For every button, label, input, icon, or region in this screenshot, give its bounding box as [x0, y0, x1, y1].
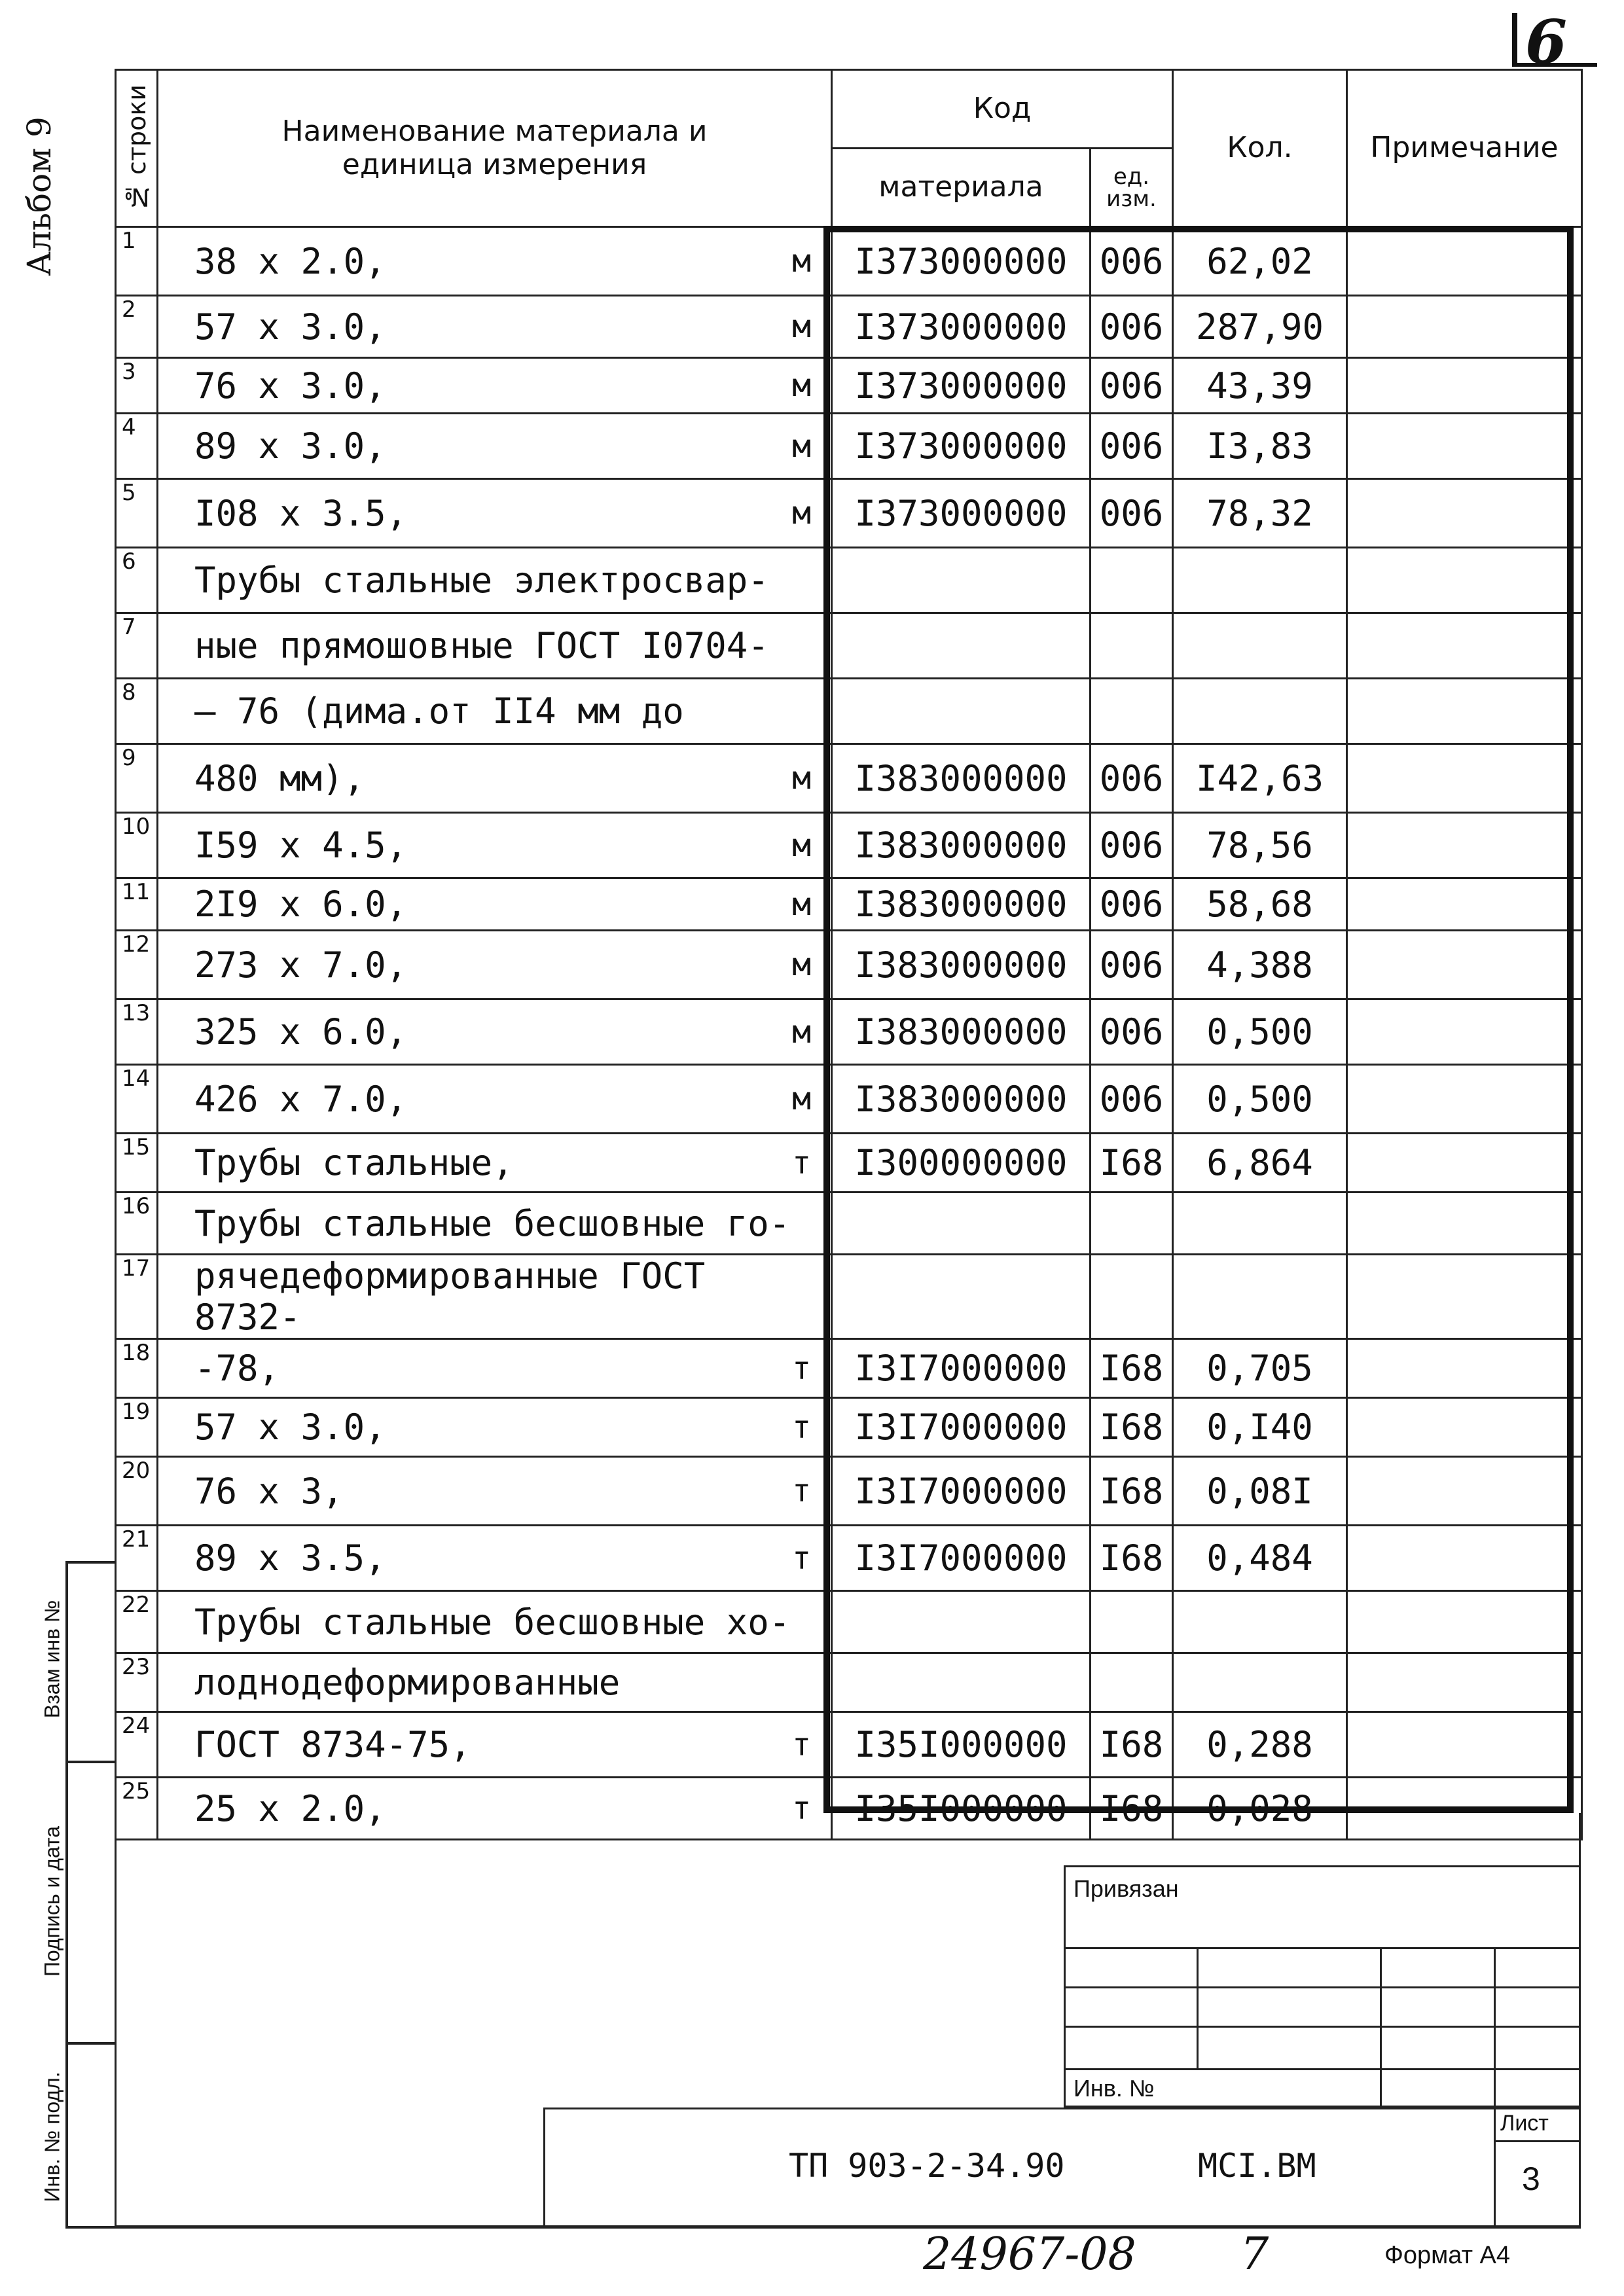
sheet-label: Лист	[1500, 2111, 1549, 2136]
unit-code	[1091, 1193, 1173, 1255]
unit-code	[1091, 613, 1173, 679]
material-name-text: 57 x 3.0,	[194, 306, 386, 348]
material-name-text: лоднодеформированные	[194, 1662, 621, 1703]
quantity: 0,I40	[1173, 1398, 1347, 1457]
row-number: 12	[116, 931, 158, 999]
unit-code: 006	[1091, 878, 1173, 931]
material-name	[158, 744, 832, 813]
row-number: 19	[116, 1398, 158, 1457]
unit-code	[1091, 548, 1173, 613]
material-name-text: рячедеформированные ГОСТ 8732-	[194, 1255, 706, 1338]
material-name	[158, 679, 832, 744]
material-code	[832, 1255, 1091, 1339]
note	[1347, 358, 1582, 414]
material-name-text: 89 x 3.0,	[194, 425, 386, 467]
privyazan-line	[1064, 1986, 1581, 1988]
unit-name: т	[792, 1408, 811, 1446]
unit-code: I68	[1091, 1457, 1173, 1526]
material-code: I3I7000000	[832, 1339, 1091, 1398]
note	[1347, 1398, 1582, 1457]
sheet-divider-h	[1494, 2140, 1581, 2142]
table-row	[116, 878, 1582, 931]
table-row	[116, 1193, 1582, 1255]
material-name	[158, 1526, 832, 1591]
row-number: 4	[116, 414, 158, 479]
header-code: Код	[832, 70, 1173, 149]
quantity: 78,32	[1173, 479, 1347, 548]
note	[1347, 479, 1582, 548]
row-number: 23	[116, 1653, 158, 1712]
material-name	[158, 414, 832, 479]
strip-divider	[65, 1761, 115, 1763]
material-name	[158, 227, 832, 296]
note	[1347, 1591, 1582, 1653]
unit-code: 006	[1091, 479, 1173, 548]
material-name-text: ные прямошовные ГОСТ I0704-	[194, 625, 769, 666]
privyazan-line	[1064, 2068, 1581, 2070]
material-code: I383000000	[832, 999, 1091, 1065]
table-row	[116, 999, 1582, 1065]
table-row	[116, 548, 1582, 613]
quantity	[1173, 1193, 1347, 1255]
header-code-unit: ед. изм.	[1091, 149, 1173, 227]
table-row	[116, 1339, 1582, 1398]
material-name-text: 57 x 3.0,	[194, 1407, 386, 1448]
unit-code: I68	[1091, 1526, 1173, 1591]
unit-name: м	[792, 1013, 811, 1050]
row-number: 2	[116, 296, 158, 358]
row-number: 9	[116, 744, 158, 813]
quantity: I42,63	[1173, 744, 1347, 813]
note	[1347, 1134, 1582, 1193]
material-code: I3I7000000	[832, 1398, 1091, 1457]
material-code	[832, 548, 1091, 613]
material-name	[158, 1193, 832, 1255]
quantity	[1173, 1653, 1347, 1712]
note	[1347, 1193, 1582, 1255]
strip-divider	[65, 2042, 115, 2045]
material-name	[158, 1712, 832, 1778]
table-row	[116, 1255, 1582, 1339]
note	[1347, 227, 1582, 296]
binding-strip	[65, 1561, 115, 2229]
unit-name: м	[792, 427, 811, 465]
material-name	[158, 1457, 832, 1526]
material-code	[832, 679, 1091, 744]
material-name	[158, 479, 832, 548]
table-row	[116, 813, 1582, 878]
table-row	[116, 1134, 1582, 1193]
table-row	[116, 679, 1582, 744]
material-name-text: – 76 (дима.от II4 мм до	[194, 691, 684, 732]
material-code: I300000000	[832, 1134, 1091, 1193]
table-row	[116, 1065, 1582, 1134]
unit-name: т	[792, 1790, 811, 1827]
material-name	[158, 813, 832, 878]
quantity	[1173, 1255, 1347, 1339]
material-name-text: 38 x 2.0,	[194, 240, 386, 282]
note	[1347, 613, 1582, 679]
note	[1347, 878, 1582, 931]
note	[1347, 999, 1582, 1065]
header-code-material: материала	[832, 149, 1091, 227]
table-row	[116, 931, 1582, 999]
quantity: 6,864	[1173, 1134, 1347, 1193]
table-row	[116, 1712, 1582, 1778]
note	[1347, 296, 1582, 358]
material-code: I383000000	[832, 931, 1091, 999]
material-name-text: Трубы стальные,	[194, 1142, 514, 1183]
unit-name: м	[792, 308, 811, 345]
unit-code: I68	[1091, 1712, 1173, 1778]
material-code	[832, 613, 1091, 679]
note	[1347, 1457, 1582, 1526]
quantity: 287,90	[1173, 296, 1347, 358]
material-name	[158, 931, 832, 999]
material-name	[158, 613, 832, 679]
row-number: 17	[116, 1255, 158, 1339]
table-row	[116, 227, 1582, 296]
row-number: 10	[116, 813, 158, 878]
unit-code: 006	[1091, 414, 1173, 479]
unit-code	[1091, 1255, 1173, 1339]
quantity	[1173, 548, 1347, 613]
privyazan-vline	[1380, 1947, 1382, 2108]
table-row	[116, 744, 1582, 813]
material-code: I383000000	[832, 1065, 1091, 1134]
quantity: 0,500	[1173, 999, 1347, 1065]
material-code: I3I7000000	[832, 1457, 1091, 1526]
material-name-text: Трубы стальные бесшовные хо-	[194, 1601, 791, 1643]
unit-name: т	[792, 1473, 811, 1509]
table-row	[116, 1653, 1582, 1712]
unit-code: I68	[1091, 1339, 1173, 1398]
row-number: 18	[116, 1339, 158, 1398]
material-code: I373000000	[832, 227, 1091, 296]
quantity: 78,56	[1173, 813, 1347, 878]
quantity: 0,08I	[1173, 1457, 1347, 1526]
material-name-text: 273 x 7.0,	[194, 944, 408, 986]
row-number: 14	[116, 1065, 158, 1134]
quantity: 58,68	[1173, 878, 1347, 931]
format-label: Формат А4	[1384, 2242, 1511, 2269]
unit-code: I68	[1091, 1398, 1173, 1457]
note	[1347, 548, 1582, 613]
inv-no-label: Инв. №	[1074, 2075, 1155, 2102]
table-row	[116, 1526, 1582, 1591]
quantity: 0,288	[1173, 1712, 1347, 1778]
note	[1347, 1065, 1582, 1134]
material-code	[832, 1193, 1091, 1255]
privyazan-vline	[1494, 1947, 1496, 2108]
material-code: I383000000	[832, 813, 1091, 878]
doc-mark: МСI.ВМ	[1198, 2147, 1316, 2185]
unit-name: м	[792, 760, 811, 797]
unit-code: 006	[1091, 999, 1173, 1065]
row-number: 13	[116, 999, 158, 1065]
album-label: Альбом 9	[20, 117, 58, 276]
material-name	[158, 1255, 832, 1339]
stamp-page: 7	[1240, 2229, 1269, 2280]
note	[1347, 813, 1582, 878]
header-name: Наименование материала и единица измерения	[158, 70, 832, 227]
material-code: I373000000	[832, 296, 1091, 358]
note	[1347, 414, 1582, 479]
quantity	[1173, 1591, 1347, 1653]
row-number: 22	[116, 1591, 158, 1653]
unit-code	[1091, 1591, 1173, 1653]
note	[1347, 679, 1582, 744]
quantity: 0,500	[1173, 1065, 1347, 1134]
quantity: 0,484	[1173, 1526, 1347, 1591]
row-number: 24	[116, 1712, 158, 1778]
unit-name: м	[792, 827, 811, 864]
quantity: 4,388	[1173, 931, 1347, 999]
note	[1347, 1339, 1582, 1398]
quantity: 62,02	[1173, 227, 1347, 296]
quantity	[1173, 679, 1347, 744]
unit-code: 006	[1091, 358, 1173, 414]
material-name-text: 426 x 7.0,	[194, 1078, 408, 1120]
material-name	[158, 1591, 832, 1653]
unit-name: т	[792, 1726, 811, 1763]
material-code: I35I000000	[832, 1712, 1091, 1778]
privyazan-line	[1064, 2026, 1581, 2028]
material-name-text: I59 x 4.5,	[194, 825, 408, 866]
material-name-text: 480 мм),	[194, 757, 365, 799]
unit-code	[1091, 679, 1173, 744]
doc-code: ТП 903-2-34.90	[789, 2147, 1065, 2185]
row-number: 3	[116, 358, 158, 414]
quantity: 43,39	[1173, 358, 1347, 414]
material-name	[158, 1134, 832, 1193]
unit-code: 006	[1091, 227, 1173, 296]
corner-mark	[1512, 13, 1517, 65]
quantity: 0,028	[1173, 1778, 1347, 1840]
unit-code: 006	[1091, 1065, 1173, 1134]
unit-code: I68	[1091, 1778, 1173, 1840]
material-name	[158, 999, 832, 1065]
material-name	[158, 1065, 832, 1134]
material-name-text: ГОСТ 8734-75,	[194, 1724, 471, 1765]
unit-code: 006	[1091, 296, 1173, 358]
material-code: I373000000	[832, 479, 1091, 548]
specification-table	[115, 69, 1583, 1840]
material-name-text: -78,	[194, 1348, 280, 1389]
vzam-inv-label: Взам инв №	[40, 1600, 64, 1719]
material-name	[158, 1339, 832, 1398]
note	[1347, 744, 1582, 813]
unit-code: 006	[1091, 813, 1173, 878]
row-number: 16	[116, 1193, 158, 1255]
unit-code: 006	[1091, 744, 1173, 813]
quantity: I3,83	[1173, 414, 1347, 479]
unit-name: м	[792, 1081, 811, 1117]
row-number: 5	[116, 479, 158, 548]
unit-name: м	[792, 495, 811, 531]
note	[1347, 1526, 1582, 1591]
header-row-no: № строки	[116, 70, 158, 227]
material-name-text: 76 x 3,	[194, 1470, 344, 1512]
unit-name: м	[792, 886, 811, 923]
unit-code: 006	[1091, 931, 1173, 999]
material-name-text: 2I9 x 6.0,	[194, 884, 408, 925]
stamp-number: 24967-08	[923, 2229, 1136, 2280]
table-row	[116, 414, 1582, 479]
sheet-divider	[1494, 2108, 1496, 2229]
material-name-text: 325 x 6.0,	[194, 1011, 408, 1052]
row-number: 20	[116, 1457, 158, 1526]
table-row	[116, 1591, 1582, 1653]
row-number: 6	[116, 548, 158, 613]
inv-podl-label: Инв. № подл.	[40, 2072, 64, 2202]
unit-code	[1091, 1653, 1173, 1712]
material-code: I373000000	[832, 358, 1091, 414]
table-row	[116, 479, 1582, 548]
material-code: I383000000	[832, 744, 1091, 813]
table-row	[116, 296, 1582, 358]
corner-page-number: 6	[1525, 7, 1568, 77]
material-name	[158, 1398, 832, 1457]
material-code	[832, 1591, 1091, 1653]
unit-name: м	[792, 367, 811, 404]
table-row	[116, 358, 1582, 414]
privyazan-line	[1064, 1947, 1581, 1949]
material-name-text: 76 x 3.0,	[194, 365, 386, 406]
header-row	[116, 70, 1582, 149]
privyazan-label: Привязан	[1074, 1875, 1179, 1902]
note	[1347, 1653, 1582, 1712]
note	[1347, 1255, 1582, 1339]
unit-code: I68	[1091, 1134, 1173, 1193]
material-name-text: Трубы стальные электросвар-	[194, 560, 769, 601]
material-code: I35I000000	[832, 1778, 1091, 1840]
header-note: Примечание	[1347, 70, 1582, 227]
material-name	[158, 358, 832, 414]
row-number: 8	[116, 679, 158, 744]
row-number: 15	[116, 1134, 158, 1193]
row-number: 11	[116, 878, 158, 931]
table-row	[116, 1398, 1582, 1457]
row-number: 21	[116, 1526, 158, 1591]
note	[1347, 931, 1582, 999]
row-number: 1	[116, 227, 158, 296]
quantity	[1173, 613, 1347, 679]
material-name-text: Трубы стальные бесшовные го-	[194, 1202, 791, 1244]
row-number: 25	[116, 1778, 158, 1840]
material-name-text: 25 x 2.0,	[194, 1787, 386, 1829]
sheet-number: 3	[1522, 2161, 1540, 2197]
table-row	[116, 613, 1582, 679]
material-code	[832, 1653, 1091, 1712]
unit-name: м	[792, 243, 811, 279]
quantity: 0,705	[1173, 1339, 1347, 1398]
material-name	[158, 548, 832, 613]
material-code: I373000000	[832, 414, 1091, 479]
unit-name: т	[792, 1144, 811, 1181]
row-number: 7	[116, 613, 158, 679]
privyazan-vline	[1197, 1947, 1199, 2068]
header-qty: Кол.	[1173, 70, 1347, 227]
unit-name: т	[792, 1350, 811, 1387]
material-code: I3I7000000	[832, 1526, 1091, 1591]
unit-name: т	[792, 1539, 811, 1577]
table-row	[116, 1457, 1582, 1526]
material-code: I383000000	[832, 878, 1091, 931]
material-name-text: 89 x 3.5,	[194, 1537, 386, 1579]
material-name	[158, 296, 832, 358]
signature-date-label: Подпись и дата	[40, 1825, 64, 1977]
material-name	[158, 878, 832, 931]
material-name-text: I08 x 3.5,	[194, 492, 408, 534]
unit-name: м	[792, 946, 811, 983]
note	[1347, 1712, 1582, 1778]
material-name	[158, 1653, 832, 1712]
